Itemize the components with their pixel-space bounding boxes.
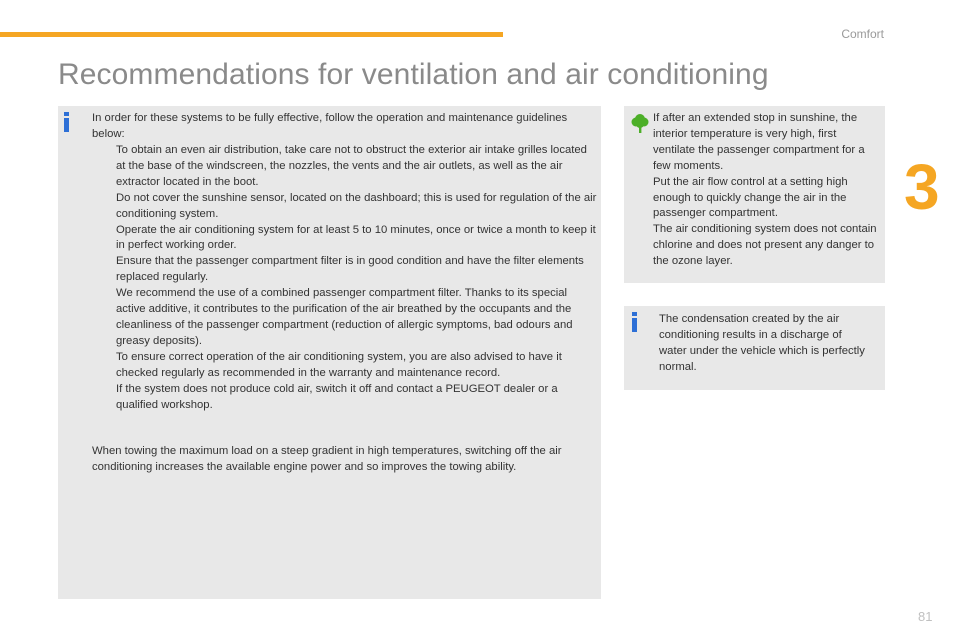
- condensation-text: The condensation created by the air conditioning results in a discharge of water under the vehicle which is perfectly normal.: [659, 313, 865, 373]
- list-item: Do not cover the sunshine sensor, located on the dashboard; this is used for regulation of the air conditioning system.: [116, 191, 597, 220]
- section-label: Comfort: [841, 27, 884, 41]
- list-item: To ensure correct operation of the air conditioning system, you are also advised to have it checked regularly as recommended in the warranty and maintenance record.: [116, 350, 562, 379]
- list-item: If the system does not produce cold air, switch it off and contact a PEUGEOT dealer or a qualified workshop.: [116, 382, 558, 411]
- list-item: To obtain an even air distribution, take care not to obstruct the exterior air intake grilles located at the base of the windscreen, the nozzles, the vents and the air outlets, as well as the air extractor located in the boot.: [116, 144, 587, 188]
- list-item: Operate the air conditioning system for at least 5 to 10 minutes, once or twice a month to keep it in perfect working order.: [116, 223, 596, 252]
- list-item-continuation: We recommend the use of a combined passenger compartment filter. Thanks to its special active additive, it contributes to the purification of the air breathed by the occupants and the cleanliness of the passenger compartment (reduction of allergic symptoms, bad odours and greasy deposits).: [116, 287, 573, 347]
- sunshine-tip-text: [653, 111, 879, 270]
- list-item: Ensure that the passenger compartment filter is in good condition and have the filter elements replaced regularly.: [116, 255, 584, 284]
- sunshine-tip-paragraph: If after an extended stop in sunshine, the interior temperature is very high, first ventilate the passenger compartment for a few moments.: [653, 112, 865, 172]
- info-icon: [64, 112, 69, 132]
- chapter-number: 3: [904, 151, 940, 223]
- towing-note: When towing the maximum load on a steep gradient in high temperatures, switching off the air conditioning increases the available engine power and so improves the towing ability.: [92, 445, 562, 473]
- header-accent-bar: [0, 32, 503, 37]
- sunshine-tip-paragraph: The air conditioning system does not contain chlorine and does not present any danger to the ozone layer.: [653, 223, 877, 268]
- intro-text: In order for these systems to be fully effective, follow the operation and maintenance guidelines below:: [92, 112, 568, 140]
- sunshine-tip-paragraph: Put the air flow control at a setting high enough to quickly change the air in the passenger compartment.: [653, 175, 848, 220]
- page-number: 81: [918, 609, 933, 624]
- page-title: Recommendations for ventilation and air conditioning: [58, 58, 769, 91]
- eco-tree-icon: [631, 113, 649, 133]
- recommendation-list: [92, 143, 598, 413]
- info-icon: [632, 312, 637, 332]
